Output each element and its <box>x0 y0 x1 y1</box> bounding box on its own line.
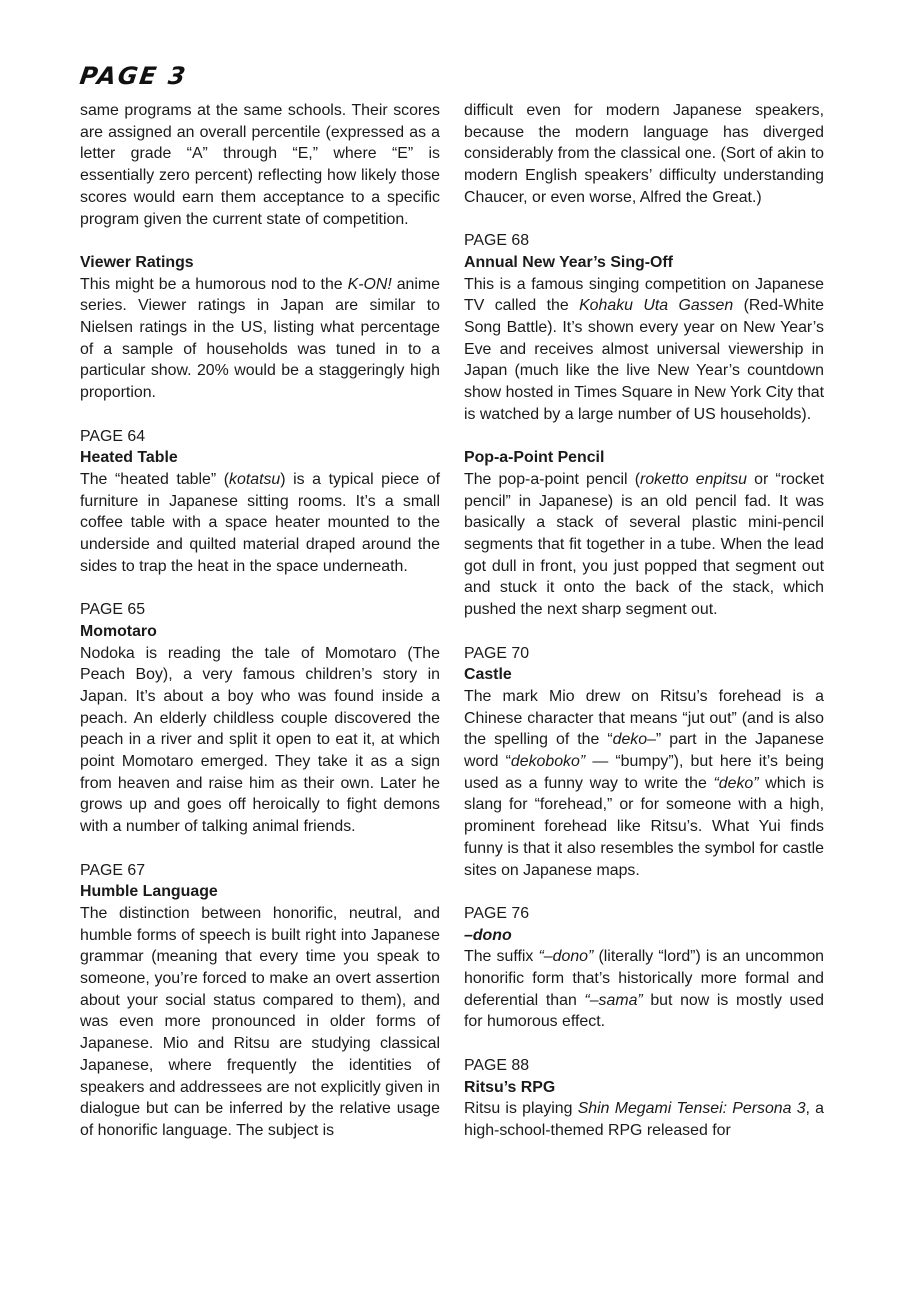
heated-table-text: The “heated table” (kotatsu) is a typical piece of furniture in Japanese sitting rooms. It’s a small coffee table with a space heater mounted to the underside and quilted material draped around the sides to trap the heat in the space underneath. <box>80 470 440 575</box>
intro-section <box>80 100 440 230</box>
viewer-ratings-section <box>80 252 440 404</box>
rpg-heading: Ritsu’s RPG <box>464 1078 556 1096</box>
viewer-ratings-heading: Viewer Ratings <box>80 253 194 271</box>
sing-off-heading: Annual New Year’s Sing-Off <box>464 253 673 271</box>
left-column <box>80 100 440 1142</box>
sing-off-text: This is a famous singing competition on Japanese TV called the Kohaku Uta Gassen (Red-White Song Battle). It’s shown every year on New Year’s Eve and receives almost universal viewership in Japan (much like the live New Year’s countdown show hosted in Times Square in New York City that is watched by a large number of US households). <box>464 275 824 423</box>
momotaro-text: Nodoka is reading the tale of Momotaro (The Peach Boy), a very famous children’s story in Japan. It’s about a boy who was found inside a peach. An elderly childless couple discovered the peach in a river and split it open to eat it, at which point Momotaro emerged. They take it as a sign from heaven and raise him as their own. Later he grows up and goes off heroically to fight demons with a number of talking animal friends. <box>80 644 440 836</box>
dono-heading: –dono <box>464 926 512 944</box>
heated-table-section <box>80 426 440 578</box>
pencil-section <box>464 447 824 621</box>
viewer-ratings-text: This might be a humorous nod to the K-ON! anime series. Viewer ratings in Japan are similar to Nielsen ratings in the US, listing what percentage of a sample of households was tuned in to a particular show. 20% would be a staggeringly high proportion. <box>80 275 440 402</box>
sing-off-section <box>464 230 824 425</box>
heated-table-page-label: PAGE 64 <box>80 427 146 445</box>
rpg-text: Ritsu is playing Shin Megami Tensei: Persona 3, a high-school-themed RPG released for <box>464 1100 825 1139</box>
humble-language-page-label: PAGE 67 <box>80 861 146 879</box>
momotaro-heading: Momotaro <box>80 622 157 640</box>
rpg-page-label: PAGE 88 <box>464 1056 530 1074</box>
right-column <box>464 100 824 1142</box>
heated-table-heading: Heated Table <box>80 449 178 467</box>
continued-text: difficult even for modern Japanese speakers, because the modern language has diverged considerably from the classical one. (Sort of akin to modern English speakers’ difficulty understanding Chaucer, or even worse, Alfred the Great.) <box>464 102 824 206</box>
momotaro-page-label: PAGE 65 <box>80 601 146 619</box>
momotaro-section <box>80 599 440 838</box>
page-title: PAGE 3 <box>78 62 190 90</box>
dono-page-label: PAGE 76 <box>464 904 530 922</box>
intro-text: same programs at the same schools. Their scores are assigned an overall percentile (expressed as a letter grade “A” through “E,” where “E” is essentially zero percent) reflecting how likely those scores would earn them acceptance to a specific program given the current state of competition. <box>80 102 440 228</box>
dono-text: The suffix “–dono” (literally “lord”) is an uncommon honorific form that’s historically more formal and deferential than “–sama” but now is mostly used for humorous effect. <box>464 948 824 1031</box>
humble-language-section <box>80 860 440 1142</box>
rpg-section <box>464 1055 824 1142</box>
humble-language-text: The distinction between honorific, neutral, and humble forms of speech is built right into Japanese grammar (meaning that every time you speak to someone, you’re forced to make an overt assertion about your social status compared to them), and was even more pronounced in older forms of Japanese. Mio and Ritsu are studying classical Japanese, where frequently the identities of speakers and addressees are not explicitly given in dialogue but can be inferred by the relative usage of honorific language. The subject is <box>80 904 440 1139</box>
continued-section <box>464 100 824 209</box>
pencil-text: The pop-a-point pencil (roketto enpitsu or “rocket pencil” in Japanese) is an old pencil fad. It was basically a stack of several plastic mini-pencil segments that fit together in a tube. When the lead got dull in front, you just popped that segment out and stuck it onto the back of the stack, which pushed the next sharp segment out. <box>464 470 824 619</box>
humble-language-heading: Humble Language <box>80 883 218 901</box>
pencil-heading: Pop-a-Point Pencil <box>464 449 605 467</box>
castle-page-label: PAGE 70 <box>464 644 530 662</box>
dono-section <box>464 903 824 1033</box>
sing-off-page-label: PAGE 68 <box>464 232 530 250</box>
castle-heading: Castle <box>464 666 512 684</box>
castle-section <box>464 643 824 882</box>
castle-text: The mark Mio drew on Ritsu’s forehead is a Chinese character that means “jut out” (and is also the spelling of the “deko–” part in the Japanese word “dekoboko” — “bumpy”), but here it’s being used as a funny way to write the “deko” which is slang for “forehead,” or for someone with a high, prominent forehead like Ritsu’s. What Yui finds funny is that it also resembles the symbol for castle sites on Japanese maps. <box>464 687 824 879</box>
